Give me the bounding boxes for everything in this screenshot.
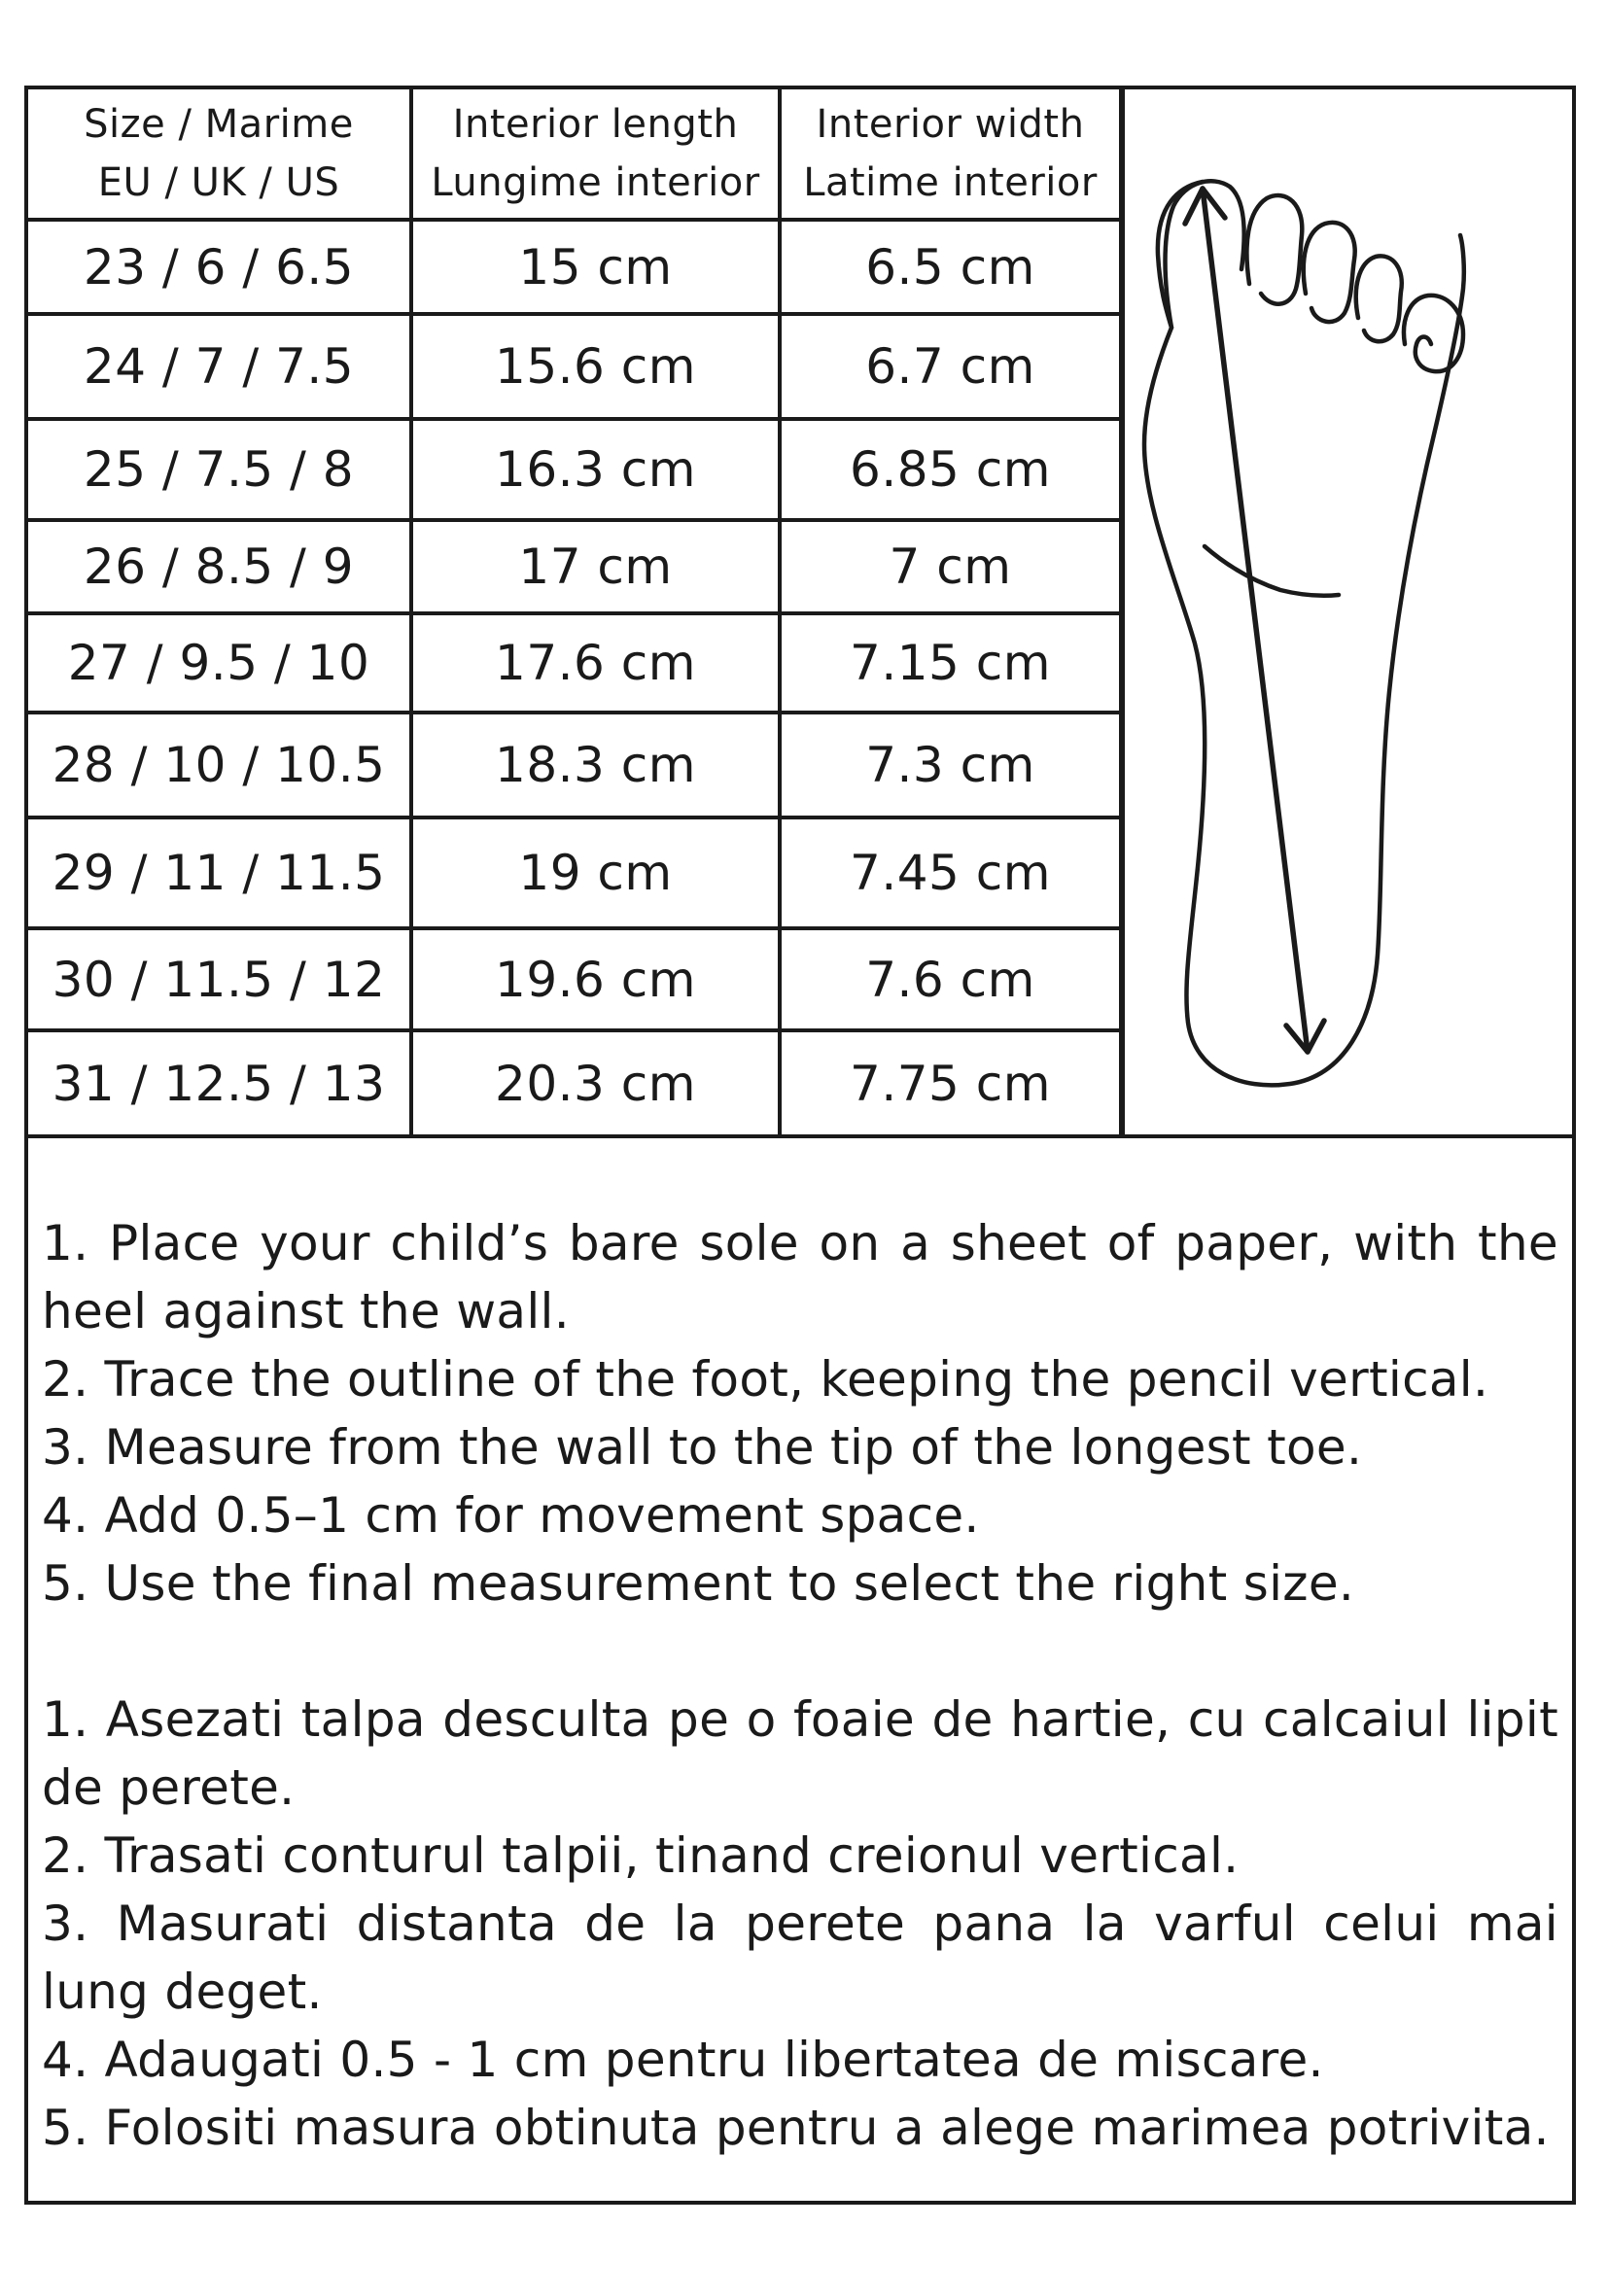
width-cell: 6.85 cm [780, 419, 1121, 520]
width-cell: 7.15 cm [780, 613, 1121, 713]
arch-line [1205, 546, 1339, 596]
table-row [28, 613, 1121, 713]
instruction-step: 5. Use the final measurement to select the right size. [42, 1555, 1355, 1612]
header-width-line-2: Latime interior [803, 160, 1098, 205]
length-cell: 17 cm [411, 520, 780, 613]
size-cell: 28 / 10 / 10.5 [28, 713, 411, 818]
length-cell: 20.3 cm [411, 1030, 780, 1134]
header-length [411, 89, 780, 220]
table-row [28, 713, 1121, 818]
table-row [28, 520, 1121, 613]
size-cell: 30 / 11.5 / 12 [28, 928, 411, 1030]
length-cell: 16.3 cm [411, 419, 780, 520]
foot-outline [1144, 182, 1464, 1085]
instruction-step: 3. Masurati distanta de la perete pana la varful celui mai lung deget. [42, 1896, 1558, 2020]
header-width-line-1: Interior width [816, 102, 1085, 147]
table-row [28, 818, 1121, 928]
header-size-line-1: Size / Marime [84, 102, 354, 147]
instruction-step: 4. Adaugati 0.5 - 1 cm pentru libertatea de miscare. [42, 2032, 1324, 2088]
table-header-row [28, 89, 1121, 220]
header-size [28, 89, 411, 220]
fourth-toe-outline [1356, 256, 1402, 341]
measure-arrow [1185, 189, 1324, 1052]
length-cell: 19 cm [411, 818, 780, 928]
size-cell: 27 / 9.5 / 10 [28, 613, 411, 713]
header-length-line-1: Interior length [452, 102, 739, 147]
instruction-step: 3. Measure from the wall to the tip of the longest toe. [42, 1419, 1363, 1476]
instruction-step: 5. Folositi masura obtinuta pentru a alege marimea potrivita. [42, 2100, 1550, 2156]
width-cell: 7.45 cm [780, 818, 1121, 928]
table-row [28, 928, 1121, 1030]
size-table [28, 89, 1123, 1134]
length-cell: 18.3 cm [411, 713, 780, 818]
third-toe-outline [1304, 223, 1355, 322]
width-cell: 7.75 cm [780, 1030, 1121, 1134]
table-row [28, 1030, 1121, 1134]
table-row [28, 419, 1121, 520]
size-cell: 23 / 6 / 6.5 [28, 220, 411, 314]
size-cell: 24 / 7 / 7.5 [28, 314, 411, 419]
header-size-line-2: EU / UK / US [97, 160, 340, 205]
width-cell: 6.5 cm [780, 220, 1121, 314]
foot-illustration-cell [1121, 89, 1572, 1134]
header-width [780, 89, 1121, 220]
instruction-step: 2. Trasati conturul talpii, tinand creionul vertical. [42, 1827, 1240, 1884]
width-cell: 7.6 cm [780, 928, 1121, 1030]
length-cell: 17.6 cm [411, 613, 780, 713]
size-guide-sheet [24, 86, 1576, 2205]
foot-outline-icon [1125, 89, 1572, 1134]
size-cell: 26 / 8.5 / 9 [28, 520, 411, 613]
second-toe-outline [1246, 195, 1302, 304]
table-row [28, 220, 1121, 314]
length-cell: 19.6 cm [411, 928, 780, 1030]
instruction-step: 1. Place your child’s bare sole on a sheet of paper, with the heel against the wall. [42, 1215, 1558, 1339]
size-cell: 25 / 7.5 / 8 [28, 419, 411, 520]
length-cell: 15.6 cm [411, 314, 780, 419]
width-cell: 7 cm [780, 520, 1121, 613]
width-cell: 6.7 cm [780, 314, 1121, 419]
instructions [42, 1209, 1558, 2162]
width-cell: 7.3 cm [780, 713, 1121, 818]
header-length-line-2: Lungime interior [431, 160, 760, 205]
instruction-step: 1. Asezati talpa desculta pe o foaie de hartie, cu calcaiul lipit de perete. [42, 1691, 1558, 1816]
instruction-step: 4. Add 0.5–1 cm for movement space. [42, 1487, 980, 1544]
instructions-english [42, 1209, 1558, 1618]
size-chart-section [28, 89, 1572, 1138]
length-cell: 15 cm [411, 220, 780, 314]
size-cell: 31 / 12.5 / 13 [28, 1030, 411, 1134]
instruction-step: 2. Trace the outline of the foot, keeping the pencil vertical. [42, 1351, 1489, 1408]
size-cell: 29 / 11 / 11.5 [28, 818, 411, 928]
table-row [28, 314, 1121, 419]
instructions-romanian [42, 1686, 1558, 2162]
